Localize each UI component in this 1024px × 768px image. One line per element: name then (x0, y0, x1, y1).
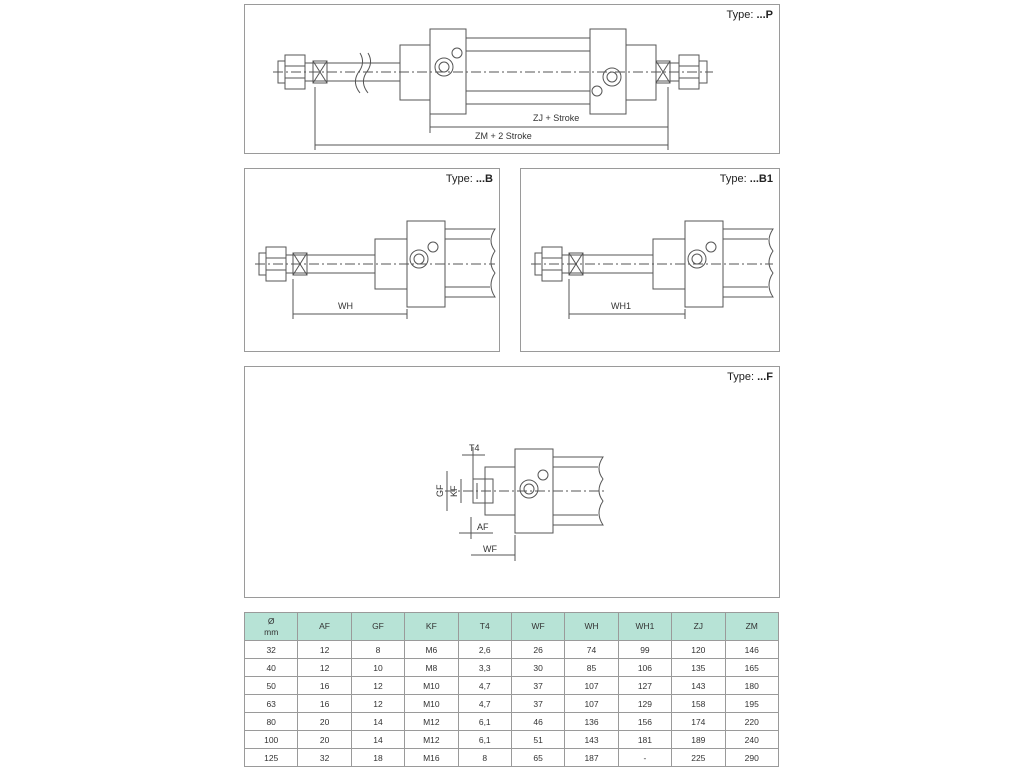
b-port (410, 250, 428, 268)
table-cell: 14 (351, 713, 404, 731)
type-label-b: Type: ...B (445, 173, 493, 185)
table-cell: 6,1 (458, 713, 511, 731)
table-cell: 107 (565, 695, 618, 713)
table-header-row (245, 613, 779, 641)
table-cell: 143 (565, 731, 618, 749)
wh-label: WH (338, 301, 353, 311)
table-header-cell: Ø mm (245, 613, 298, 641)
left-port (435, 58, 453, 76)
table-cell: 125 (245, 749, 298, 767)
f-port (520, 480, 538, 498)
table-cell: 51 (511, 731, 564, 749)
zj-stroke-label: ZJ + Stroke (533, 113, 580, 123)
panel-type-b1 (520, 168, 780, 352)
table-cell: 26 (511, 641, 564, 659)
table-cell: 156 (618, 713, 671, 731)
table-cell: 6,1 (458, 731, 511, 749)
dimensions-table (244, 612, 779, 767)
table-cell: 37 (511, 677, 564, 695)
table-cell: 220 (725, 713, 778, 731)
table-cell: 143 (672, 677, 725, 695)
b1-port (688, 250, 706, 268)
table-cell: 46 (511, 713, 564, 731)
drawing-type-f (245, 367, 780, 598)
table-cell: 12 (298, 641, 351, 659)
drawing-type-b1 (521, 169, 780, 352)
table-row (245, 713, 779, 731)
table-cell: 180 (725, 677, 778, 695)
table-header-cell: WF (511, 613, 564, 641)
type-label-f: Type: ...F (727, 371, 773, 383)
table-cell: - (618, 749, 671, 767)
table-cell: 195 (725, 695, 778, 713)
table-cell: M16 (405, 749, 458, 767)
table-cell: 12 (351, 677, 404, 695)
table-row (245, 695, 779, 713)
table-row (245, 677, 779, 695)
table-cell: M6 (405, 641, 458, 659)
table-cell: 174 (672, 713, 725, 731)
table-cell: 106 (618, 659, 671, 677)
right-port (603, 68, 621, 86)
barrel (466, 38, 590, 104)
type-label-p: Type: ...P (726, 9, 773, 21)
table-cell: 32 (245, 641, 298, 659)
table-cell: 37 (511, 695, 564, 713)
table-cell: 189 (672, 731, 725, 749)
table-row (245, 749, 779, 767)
table-cell: M10 (405, 677, 458, 695)
f-cushion-screw (538, 470, 548, 480)
table-cell: 20 (298, 731, 351, 749)
table-cell: 20 (298, 713, 351, 731)
table-cell: 12 (351, 695, 404, 713)
table-body (245, 641, 779, 767)
panel-type-f (244, 366, 780, 598)
table-cell: 100 (245, 731, 298, 749)
table-cell: 63 (245, 695, 298, 713)
kf-label: KF (449, 485, 459, 497)
table-row (245, 731, 779, 749)
table-cell: 80 (245, 713, 298, 731)
table-cell: 16 (298, 695, 351, 713)
table-header-cell: WH1 (618, 613, 671, 641)
table-cell: 127 (618, 677, 671, 695)
table-cell: 136 (565, 713, 618, 731)
table-cell: 187 (565, 749, 618, 767)
drawing-type-b (245, 169, 500, 352)
table-header-cell: GF (351, 613, 404, 641)
table-cell: 2,6 (458, 641, 511, 659)
type-label-b1: Type: ...B1 (719, 173, 773, 185)
table-cell: 158 (672, 695, 725, 713)
table-cell: 12 (298, 659, 351, 677)
table-header-cell: ZM (725, 613, 778, 641)
table-row (245, 641, 779, 659)
table-cell: 240 (725, 731, 778, 749)
table-cell: 290 (725, 749, 778, 767)
table-cell: M8 (405, 659, 458, 677)
table-cell: 30 (511, 659, 564, 677)
af-label: AF (477, 522, 489, 532)
table-cell: 120 (672, 641, 725, 659)
table-cell: 50 (245, 677, 298, 695)
table-cell: 8 (458, 749, 511, 767)
table-header-cell: WH (565, 613, 618, 641)
table-cell: 10 (351, 659, 404, 677)
wf-label: WF (483, 544, 497, 554)
table-cell: 225 (672, 749, 725, 767)
table-cell: 135 (672, 659, 725, 677)
table-header-cell: ZJ (672, 613, 725, 641)
table-cell: 65 (511, 749, 564, 767)
panel-type-p (244, 4, 780, 154)
table-cell: 32 (298, 749, 351, 767)
table-cell: 107 (565, 677, 618, 695)
table-cell: 4,7 (458, 695, 511, 713)
table-header-cell: T4 (458, 613, 511, 641)
table-cell: 16 (298, 677, 351, 695)
b-cushion-screw (428, 242, 438, 252)
table-cell: M12 (405, 731, 458, 749)
table-cell: M10 (405, 695, 458, 713)
table-cell: 18 (351, 749, 404, 767)
left-cushion-screw (452, 48, 462, 58)
table-cell: 99 (618, 641, 671, 659)
table-cell: M12 (405, 713, 458, 731)
table-cell: 74 (565, 641, 618, 659)
t4-label: T4 (469, 443, 480, 453)
table-cell: 146 (725, 641, 778, 659)
right-cushion-screw (592, 86, 602, 96)
table-cell: 14 (351, 731, 404, 749)
b1-cushion-screw (706, 242, 716, 252)
table-cell: 85 (565, 659, 618, 677)
table-cell: 165 (725, 659, 778, 677)
table-cell: 4,7 (458, 677, 511, 695)
table-cell: 129 (618, 695, 671, 713)
table-cell: 8 (351, 641, 404, 659)
table-cell: 40 (245, 659, 298, 677)
table-cell: 3,3 (458, 659, 511, 677)
zm-stroke-label: ZM + 2 Stroke (475, 131, 532, 141)
table-header-cell: AF (298, 613, 351, 641)
drawing-type-p (245, 5, 780, 154)
wh1-label: WH1 (611, 301, 631, 311)
table-row (245, 659, 779, 677)
gf-label: GF (435, 484, 445, 497)
panel-type-b (244, 168, 500, 352)
table-cell: 181 (618, 731, 671, 749)
table-header-cell: KF (405, 613, 458, 641)
